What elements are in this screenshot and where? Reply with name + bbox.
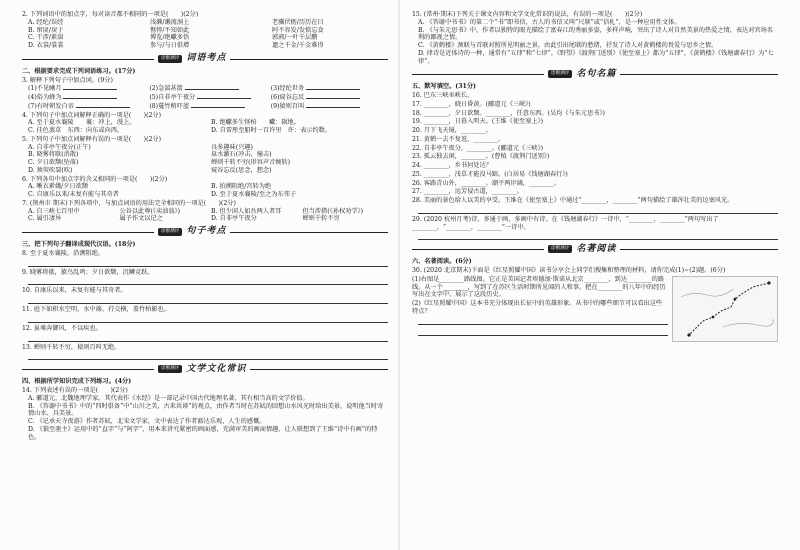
q15-option[interactable]: A. 《答谢中书书》的第二个“书”即书信，古人的书信又叫“尺牍”或“信札”，是一种应用性文体。 (418, 18, 681, 26)
q3-item: (5)自非亭午夜分 (149, 94, 196, 101)
q15-option[interactable]: B. 《与朱元思书》中，作者以独特的眼光描绘了富春江的秀丽多姿，多样声响，突出了诗人对自然美景的热爱之情，表达对官场名利的鄙视之情。 (418, 26, 773, 42)
q7-option[interactable]: D. 自非亭午夜分 (211, 215, 257, 223)
banner-tag: 诊断测评 (158, 365, 182, 373)
question-13: 13. 蝉则千转不穷，猿则百叫无绝。 (22, 343, 121, 351)
question-2-stem: 2. 下列词语中的加点字，每对读音都不相同的一项是( )(2分) (22, 11, 199, 18)
q3-item: (3)经纶世务 (270, 85, 305, 93)
answer-line[interactable] (418, 231, 778, 240)
q3-item: (7)有时朝发白帝 (28, 102, 74, 110)
q14-option[interactable]: A. 郦道元，北魏地理学家。其代表作《水经》是一部记录中国古代地理名著，其有相当高的文学价值。 (28, 394, 309, 402)
page-fold (398, 0, 400, 550)
answer-blank[interactable] (306, 102, 360, 108)
question-7-options (28, 208, 388, 224)
question-6-options (28, 183, 388, 199)
section-banner-vocab (22, 53, 388, 66)
fill-item[interactable]: 27. ________，远芳侵古道，________。 (412, 188, 523, 196)
answer-line[interactable] (28, 295, 388, 304)
fill-item[interactable]: 20. 月下飞天镜，________。 (412, 127, 492, 134)
q5-option-b: 泉水激石(冲击，撞击) (211, 151, 272, 159)
q3-item: (8)蔓竹稍吓蓝 (149, 102, 190, 110)
question-7-stem: 7. (荆州市 期末)下列各项中，与加点词语的用法完全相同的一项是( )(2分) (22, 199, 236, 207)
question-3-stem: 3. 解释下列句子中加点词。(9分) (22, 76, 113, 84)
q4-option[interactable]: C. 佳色蒸草 东西：向东或向西。 (28, 127, 124, 134)
q7-option-b: 属予作文以记之 (119, 215, 163, 223)
answer-blank[interactable] (197, 93, 251, 99)
section-4-heading: 四、根据所学知识完成下列练习。(4分) (22, 378, 132, 386)
question-5-options (28, 144, 388, 175)
question-14-stem: 14. 下列表述有误的一项是( )(2分) (22, 387, 128, 394)
answer-blank[interactable] (63, 93, 117, 99)
section-banner-literature (22, 363, 388, 376)
q6-option[interactable]: D. 至于夏水襄陵/至之为东邻子 (211, 191, 297, 198)
q5-option[interactable]: D. 须臾吹裂(吹) (28, 166, 73, 174)
q14-option[interactable]: B. 《答谢中书书》中的“四时俱备”中“山川之美，古来共谈”的观点，由作者当时在苏轼的回想山水风光时给出美景，说明他当时寄情山水、具美景。 (28, 402, 384, 418)
fill-item[interactable]: 23. 孤云独去闲，________。(曹植《渡荆门送别》) (412, 153, 550, 161)
fill-item[interactable]: 17. ________，晓日昏黄。(郦道元《三峡》) (412, 100, 531, 108)
q2-option[interactable]: A. 经纶/误经 (28, 18, 64, 26)
q4-option[interactable]: D. 自雷彤至船时一百许里 许：表示约数。 (211, 127, 332, 134)
q15-option[interactable]: D. 律诗是近体诗的一种，通常有“五律”和“七律”。《野望》《渡荆门送别》《使至塞上》都为“五律”，《黄鹤楼》《钱塘湖春行》为“七律”。 (418, 49, 774, 65)
banner-title: 名句名篇 (576, 68, 617, 79)
q6-option[interactable]: B. 拍溯阻绝/宫转为绝 (211, 183, 272, 191)
banner-title: 名著阅读 (576, 243, 617, 254)
question-30-body (412, 276, 778, 372)
q7-option[interactable]: B. 但少闲人如吾两人者耳 (211, 207, 282, 215)
q2-option: 老骥伏枥/历历在目 (272, 18, 324, 26)
fill-item[interactable]: 29. (2020 杭州月考)诗，多通于画，多画中有诗。在《钱塘湖春行》一诗中，“________，________”两句写出了________，“________，________”一诗中。 (412, 215, 719, 231)
left-column (22, 10, 388, 441)
answer-blank[interactable] (306, 93, 360, 99)
fill-item[interactable]: 18. ________，夕日欲颓。________，任意东西。(吴均《与朱元思书》) (412, 109, 605, 117)
q4-option[interactable]: B. 绝巘多生怪柏 巘：陨地。 (211, 119, 300, 127)
answer-line[interactable] (28, 258, 388, 267)
answer-line[interactable] (28, 314, 388, 323)
q3-item: (2)急湍甚箭 (149, 85, 183, 93)
question-4-stem: 4. 下列句子中加点词解释正确的一项是( )(2分) (22, 111, 162, 119)
question-11: 11. 庭下如积水空明，水中藻、荇交横，盖竹柏影也。 (22, 306, 170, 313)
fill-item[interactable]: 22. 自非亭午夜分，________。(郦道元《三峡》) (412, 144, 544, 152)
answer-blank[interactable] (63, 84, 117, 90)
banner-tag: 诊断测评 (158, 228, 182, 236)
q7-option[interactable]: C. 属引凄异 (28, 215, 62, 223)
answer-line[interactable] (28, 276, 388, 285)
answer-line[interactable] (418, 316, 668, 325)
question-2-options (28, 19, 388, 50)
q2-option[interactable]: B. 窜戾/戾于 (28, 26, 64, 34)
q2-option: 遗之千金/千金难得 (272, 42, 324, 49)
banner-title: 词语考点 (186, 53, 227, 64)
q2-option: 博览/绝巘多悟 (150, 34, 190, 42)
fill-item[interactable]: 19. ________，日暮入明天。(王维《使至塞上》) (412, 118, 544, 126)
question-15-stem: 15. (常州·期末)下列关于课文内容和文学文化常识的说法，有误的一项是( )(2分) (412, 11, 643, 18)
fill-item[interactable]: 16. 巴东三峡巫峡长， (412, 92, 474, 99)
banner-tag: 诊断测评 (548, 245, 572, 253)
answer-line[interactable] (28, 351, 388, 360)
q7-option-b: 但当涉猎(《孙权劝学》) (302, 207, 364, 215)
question-6-stem: 6. 下列各句中加点字的含义相同的一项是( )(2分) (22, 175, 168, 183)
route-map (672, 276, 778, 342)
section-6-heading: 六、名著阅读。(6分) (412, 258, 472, 266)
question-10: 10. 自康乐以来，未复有能与其奇者。 (22, 287, 127, 295)
question-5-stem: 5. 下列句子中加点词解释有误的一项是( )(2分) (22, 135, 162, 143)
q30-part: (2)《红星照耀中国》这本书充分体现出长征中的英雄形象。从书中的哪些细节可以看出这些特点？ (412, 300, 663, 315)
q3-item: (1)不见曦月 (28, 85, 62, 93)
section-banner-classics (412, 243, 778, 256)
q5-option-b: 窥谷忘反(思念，想念) (211, 166, 272, 174)
banner-tag: 诊断测评 (548, 70, 572, 78)
fill-item[interactable]: 21. 黄鹤一去不复返，________。 (412, 135, 505, 143)
route-map-icon (673, 277, 777, 341)
question-30-stem: 30. (2020 北京期末)下面是《红星照耀中国》读书分享会上同学们搜集和整理的材料，请你完成(1)~(2)题。(6分) (412, 267, 726, 274)
q30-part: (1)右图是________路线图。它正是美国记者埃德加·斯诺从北京________，到达________的路线。从一个________，写到了在苏区生活时期所见闻的人和事，把在________的八年中的经历写出在文字中，展示了这段历史。 (412, 275, 666, 299)
section-5-heading: 五、默写填空。(31分) (412, 83, 476, 91)
question-3-items (28, 84, 388, 110)
q7-option-b: 蝉则千转不穷 (302, 215, 340, 223)
question-4-options (28, 119, 388, 135)
fill-item[interactable]: 28. 美丽的景色给人以美的享受。王维在《使至塞上》中通过“________，________”两句描绘了雄浑壮美的边塞风光。 (412, 197, 734, 204)
answer-line[interactable] (28, 333, 388, 342)
right-column (412, 10, 778, 372)
q7-option-b: 公谷以此尊(《卖油翁》) (119, 207, 181, 215)
q2-option: 浅濑/濑流洞上 (150, 18, 190, 26)
q6-option[interactable]: C. 自康乐以来/未复有能与其奇者 (28, 191, 119, 198)
answer-blank[interactable] (185, 84, 239, 90)
q2-option: 憔悴/不知如此 (150, 26, 190, 34)
q3-item: (4)俗为蜂为 (28, 94, 62, 101)
q6-option[interactable]: A. 晰衣素娥/夕日欲颓 (28, 183, 88, 191)
fill-item[interactable]: 26. 客路青山外，________。潮平两岸阔，________。 (412, 179, 560, 187)
answer-blank[interactable] (191, 102, 245, 108)
banner-tag: 诊断测评 (158, 55, 182, 63)
q14-option[interactable]: C. 《记承天寺夜游》作者苏轼，北宋文学家，文中表达了作者豁达乐观、人生的感慨。 (28, 418, 266, 425)
q7-option[interactable]: A. 自三峡七百里中 (28, 207, 80, 215)
answer-line[interactable] (418, 327, 668, 336)
q15-option[interactable]: C. 《黄鹤楼》颈联与首联对照所见明丽之景，由此引出尾联的愁绪，抒发了诗人对黄鹤楼的畏爱与思乡之情。 (418, 42, 718, 49)
q5-option-b: 良多趣味(兴趣) (211, 143, 253, 151)
fill-item[interactable]: 24. ________，乡书何处达？ (412, 162, 492, 169)
q4-option[interactable]: A. 至于夏水襄陵 襄：冲上，漫上。 (28, 119, 136, 127)
question-8: 8. 至于夏水襄陵，沿溯阻绝。 (22, 249, 105, 257)
q5-option-b: 蝉则千转不穷(形容声音婉转) (211, 159, 291, 166)
banner-title: 文学文化常识 (186, 363, 247, 374)
section-3-heading: 三、把下列句子翻译成现代汉语。(18分) (22, 241, 136, 248)
section-banner-sentence (22, 226, 388, 239)
q2-option: 阿不容发/发愤忘食 (272, 26, 324, 34)
question-30-text (412, 276, 668, 336)
fill-item[interactable]: 25. ________，浅草才能没马蹄。(白居易《钱塘湖春行》) (412, 170, 568, 178)
q2-option[interactable]: C. 干涉/素湍 (28, 34, 64, 42)
answer-blank[interactable] (76, 102, 130, 108)
banner-title: 句子考点 (186, 226, 227, 237)
q3-item: (9)猿则百叫 (270, 102, 305, 110)
q2-option: 参与/与日俱增 (150, 42, 190, 49)
q3-item: (6)窥谷忘反 (270, 94, 305, 101)
section-2-heading: 二、根据要求完成下列词语练习。(17分) (22, 67, 136, 75)
answer-line[interactable] (418, 205, 778, 214)
answer-blank[interactable] (306, 84, 360, 90)
question-12: 12. 虽乘奔御风，不以疾也。 (22, 324, 102, 332)
q2-option[interactable]: D. 衣裳/裳裳 (28, 42, 64, 49)
q2-option: 郭郭/一叶千层鹏 (272, 34, 318, 42)
q5-option[interactable]: C. 夕日欲颓(坠落) (28, 159, 79, 166)
q5-option[interactable]: A. 自非亭午夜分(正午) (28, 143, 91, 151)
q14-option[interactable]: D. 《狼至驱主》运用中的“直字”与“阿字”，用本来讲究紧密的画面感，充满审美的画面情趣，让人联想到了王维“诗中有画”的特色。 (28, 425, 378, 441)
q5-option[interactable]: B. 晓雾将歇(消散) (28, 151, 79, 159)
question-9: 9. 晓雾将歇，猿鸟乱鸣；夕日欲颓，沉鳞竞跃。 (22, 268, 154, 276)
section-banner-famous-lines (412, 68, 778, 81)
